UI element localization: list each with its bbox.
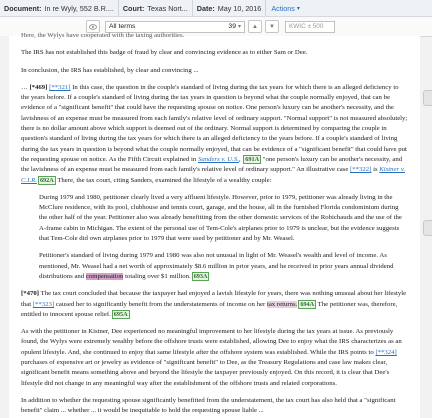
citation-badge[interactable]: 693A bbox=[193, 272, 208, 280]
date-field bbox=[193, 0, 267, 16]
court-label: Court: bbox=[122, 3, 145, 13]
court-value[interactable]: Texas Nort... bbox=[147, 3, 188, 13]
kwic-placeholder: KWIC ± 500 bbox=[289, 23, 324, 30]
paragraph-text: In this case, the question in the couple's standard of living during the tax years for which there is an alleged deficiency to the years before. If a couple's standard of living during the tax years in question is beyond what the couple normally enjoyed, that can be evidence of a "significant benefit" that could have the requesting spouse on notice. One person's luxury can be another's necessity, and the lavishness of an expense must be measured from each family's relative level of ordinary support. "Normal support" is not measured absolutely; there is no dollar amount above which support is deemed out of the ordinary. Normal support is determined by comparing the couple in question's standard of living during the tax years for which there is an alleged deficiency to the years before. If a couple's standard of living during the tax years in question is beyond what the couple normally enjoyed, that can be evidence of a "significant benefit" that could have put the requesting spouse on notice. As the Fifth Circuit explained in bbox=[21, 83, 408, 163]
case-link[interactable]: Kistner v. C.I.R. bbox=[21, 166, 406, 184]
paragraph-text: The petitioner was, therefore, entitled to innocent spouse relief. bbox=[21, 300, 398, 318]
paragraph-text: The IRS has not established this badge of fraud by clear and convincing evidence as to either Sam or Dee. bbox=[21, 49, 308, 57]
document-field bbox=[0, 0, 119, 16]
document-header-bar bbox=[0, 0, 432, 17]
paragraph-text: The tax court concluded that because the taxpayer had enjoyed a lavish lifestyle for years, there was nothing unusual about her lifestyle that bbox=[21, 290, 407, 308]
paragraph bbox=[21, 48, 408, 58]
star-page-link[interactable]: [**322] bbox=[350, 166, 372, 174]
citation-badge[interactable]: 694A bbox=[300, 300, 315, 308]
cut-off-line: Here, the Wylys have cooperated with the taxing authorities. bbox=[21, 32, 185, 39]
document-value[interactable]: In re Wyly, 552 B.R.... bbox=[44, 3, 114, 13]
paragraph: In addition to whether the requesting spouse significantly benefitted from the understatement, the tax court has also held that a "significant benefit" claim ... whether ... it would be inequitable to hold the requesting spouse liable ... bbox=[21, 396, 396, 415]
right-side-tabs bbox=[420, 60, 432, 360]
paragraph-text: purchases of expensive art or jewelry as evidence of "significant benefit" to Dee, as the Treasury Regulations and case law makes clear, significant benefit means something above and beyond the lifestyle the taxpayer previously enjoyed. On this record, it is clear that Dee's lifestyle did not change in any meaningful way after the establishment of the offshore trusts and related corporations. bbox=[21, 359, 390, 387]
star-page-link[interactable]: [**321] bbox=[49, 83, 71, 91]
paragraph bbox=[21, 66, 408, 76]
paragraph-text: There, the tax court, citing Sanders, examined the lifestyle of a wealthy couple: bbox=[57, 176, 272, 184]
citation-badge[interactable]: 692A bbox=[39, 176, 54, 184]
paragraph-text: caused her to significantly benefit from the understatements of income on her bbox=[55, 300, 266, 308]
actions-menu[interactable] bbox=[266, 4, 300, 13]
terms-count: 39 bbox=[228, 23, 236, 30]
quote-text: Petitioner's standard of living during 1979 and 1980 was also not unusual in light of Mr. Weasel's wealth and level of income. As mentioned, Mr. Weasel had a net worth of approximately $8.6 million in prior years, and he received in prior years annual dividend distributions and bbox=[39, 252, 394, 280]
arrow-up-icon: ▲ bbox=[252, 23, 258, 30]
paragraph-text: In conclusion, the IRS has established, by clear and convincing ... bbox=[21, 66, 199, 74]
terms-label: All terms bbox=[109, 23, 136, 30]
eye-icon bbox=[89, 24, 97, 30]
paragraph: … [*469] [**321] In this case, the question in the couple's standard of living during the tax years for which there is an alleged deficiency to the years before. If a couple's standard of living during the tax years in question is beyond what the couple normally enjoyed, that can be evidence of a "significant benefit" that could have the requesting spouse on notice. One person's luxury can be another's necessity, and the lavishness of an expense must be measured from each family's relative level of ordinary support. "Normal support" is not measured absolutely; there is no dollar amount above which support is deemed out of the ordinary. Normal support is determined by comparing the couple in question's standard of living during the tax years for which there is an alleged deficiency to the years before. If a couple's standard of living during the tax years in question is beyond what the couple normally enjoyed, that can be evidence of a "significant benefit" that could have put the requesting spouse on notice. As the Fifth Circuit explained in Sanders v. U.S., 691A "one person's luxury can be another's necessity, and the lavishness of an expense must be measured from each family's relative level of ordinary support." An illustrative case [**322] is Kistner v. C.I.R. 692A There, the tax court, citing Sanders, examined the lifestyle of a wealthy couple: bbox=[21, 83, 408, 184]
arrow-down-icon: ▼ bbox=[269, 23, 275, 30]
paragraph bbox=[21, 289, 408, 320]
citation-badge[interactable]: 691A bbox=[245, 155, 260, 163]
quote-text: totaling over $1 million. bbox=[125, 272, 191, 280]
side-panel-tab[interactable] bbox=[423, 220, 432, 236]
paragraph-text: is bbox=[373, 166, 378, 174]
quote-paragraph bbox=[39, 251, 402, 282]
court-field bbox=[119, 0, 193, 16]
quote-paragraph: During 1979 and 1980, petitioner clearly lived a very affluent lifestyle. However, prior to 1979, petitioner was already living in the McClure residence, with its pool, clubhouse and tennis court, garage, and the house, all in the furnished Florida condominium during the other half of the year. Petitioner also was already benefitting from the other domestic services of the Robichauds and the use of the A-frame cabin in Michigan. The extent of the personal use of Tem-Cole's airplanes prior to 1979 is unclear, but the evidence suggests that Tem-Cole did own airplanes prior to 1979 that were used by petitioner and by Mr. Weasel. bbox=[39, 193, 402, 243]
date-value: May 10, 2016 bbox=[217, 3, 262, 13]
block-quote bbox=[21, 193, 408, 282]
side-panel-tab[interactable] bbox=[423, 90, 432, 106]
document-body bbox=[9, 32, 420, 418]
search-hit[interactable]: compensation bbox=[85, 272, 124, 280]
left-gutter bbox=[0, 36, 9, 418]
actions-label: Actions bbox=[271, 3, 295, 13]
case-link[interactable]: Sanders v. U.S. bbox=[197, 155, 239, 163]
citation-badge[interactable]: 695A bbox=[113, 310, 128, 318]
star-page-marker: [*469] bbox=[29, 83, 48, 91]
star-page-link[interactable]: [**323] bbox=[32, 300, 55, 308]
document-label: Document: bbox=[4, 3, 42, 13]
search-hit[interactable]: tax returns. bbox=[266, 300, 298, 308]
paragraph-text: "one person's luxury can be another's necessity, and the lavishness of an expense must be measured from each family's relative level of ordinary support." An illustrative case bbox=[21, 155, 403, 174]
chevron-down-icon: ▾ bbox=[296, 5, 300, 12]
paragraph bbox=[21, 327, 408, 389]
star-page-link[interactable]: [**324] bbox=[375, 348, 397, 356]
date-label: Date: bbox=[196, 3, 215, 13]
star-page-marker: [*470] bbox=[21, 290, 39, 298]
chevron-down-icon: ▾ bbox=[237, 24, 241, 30]
paragraph-text: As with the petitioner in Kistner, Dee experienced no meaningful improvement to her lifestyle during the tax years at issue. As previously found, the Wylys were extremely wealthy before the offshore trusts were established, allowing Dee to enjoy what the IRS characterizes as an opulent lifestyle. And, she continued to enjoy that same lifestyle after the offshore system was established. While the IRS points to bbox=[21, 328, 402, 356]
